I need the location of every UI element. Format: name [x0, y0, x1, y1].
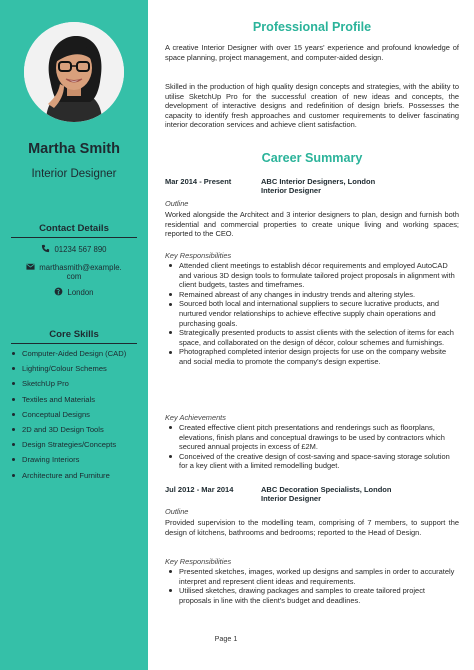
globe-icon — [54, 287, 63, 296]
list-item: Attended client meetings to establish décor requirements and employed AutoCAD and various 3D design tools to formulate tailored project proposals in alignment with client budgets, tastes and timeframes. — [165, 261, 459, 290]
list-item: Created effective client pitch presentations and renderings such as floorplans, elevations, finish plans and conceptual drawings to be used by contractors which secured annual projects in excess of £2M. — [165, 423, 459, 452]
skills-divider — [11, 343, 137, 344]
skill-item: SketchUp Pro — [11, 379, 139, 389]
profile-paragraph-1: A creative Interior Designer with over 15 years' experience and profound knowledge of space planning, project management, and computer-aided design. — [165, 43, 459, 62]
skill-item: Lighting/Colour Schemes — [11, 364, 139, 374]
responsibilities-label: Key Responsibilities — [165, 251, 232, 260]
skill-item: Design Strategies/Concepts — [11, 440, 139, 450]
skill-item: Textiles and Materials — [11, 395, 139, 405]
list-item: Conceived of the creative design of cost-saving and space-saving storage solution for a key client with a limited remodelling budget. — [165, 452, 459, 471]
profile-heading: Professional Profile — [252, 20, 372, 34]
outline-label: Outline — [165, 199, 189, 208]
profile-photo — [24, 22, 124, 122]
list-item: Remained abreast of any changes in industry trends and altering styles. — [165, 290, 459, 300]
contact-divider — [11, 237, 137, 238]
responsibilities-label: Key Responsibilities — [165, 557, 232, 566]
email-text-line1: marthasmith@example. — [39, 263, 122, 272]
email-text-line2: com — [66, 272, 82, 281]
candidate-name: Martha Smith — [28, 141, 120, 157]
contact-heading: Contact Details — [39, 223, 109, 234]
list-item: Utilised sketches, drawing packages and samples to create tailored project proposals in line with the client's budget and deadlines. — [165, 586, 459, 605]
page-number: Page 1 — [214, 634, 238, 643]
achievements-label: Key Achievements — [165, 413, 226, 422]
job-outline: Worked alongside the Architect and 3 interior designers to plan, design and furnish both residential and commercial properties to create unique living and working spaces; reported to the CEO. — [165, 210, 459, 239]
outline-label: Outline — [165, 507, 189, 516]
skills-list — [11, 349, 139, 486]
phone-text: 01234 567 890 — [54, 245, 107, 254]
job-company: ABC Interior Designers, London — [261, 177, 376, 186]
skills-heading: Core Skills — [49, 329, 99, 340]
skill-item: Conceptual Designs — [11, 410, 139, 420]
list-item: Strategically presented products to assist clients with the selection of items for each space, and collaborated on the design of décor, colour schemes and furnishings. — [165, 328, 459, 347]
candidate-role: Interior Designer — [31, 168, 117, 180]
location-text: London — [67, 288, 94, 297]
job-company: ABC Decoration Specialists, London — [261, 485, 392, 494]
career-heading: Career Summary — [261, 151, 363, 165]
list-item: Photographed completed interior design projects for use on the company website and social media to promote the company's design expertise. — [165, 347, 459, 366]
skill-item: Computer-Aided Design (CAD) — [11, 349, 139, 359]
responsibilities-list — [165, 261, 459, 367]
job-date: Jul 2012 - Mar 2014 — [165, 485, 234, 494]
job-title: Interior Designer — [261, 494, 322, 503]
profile-paragraph-2: Skilled in the production of high quality design concepts and strategies, with the ability to utilise SketchUp Pro for the successful creation of new ideas and concepts, the development of interactive designs and redefinition of design briefs. Possesses the capacity to identify fresh approaches and customer requirements to deliver fascinating interior decoration services and achieve client satisfaction. — [165, 82, 459, 130]
achievements-list — [165, 423, 459, 471]
location-row — [0, 287, 148, 298]
avatar-illustration — [24, 22, 124, 122]
list-item: Sourced both local and international suppliers to secure lucrative products, and nurtured vendor relationships to achieve effective supply chain operations and purchasing goals. — [165, 299, 459, 328]
envelope-icon — [26, 262, 35, 271]
email-row-cont — [0, 272, 148, 282]
job-title: Interior Designer — [261, 186, 322, 195]
sidebar — [0, 0, 148, 670]
phone-row — [0, 244, 148, 255]
list-item: Presented sketches, images, worked up designs and samples in order to accurately interpret and represent client ideas and requirements. — [165, 567, 459, 586]
responsibilities-list — [165, 567, 459, 605]
job-date: Mar 2014 - Present — [165, 177, 232, 186]
skill-item: Architecture and Furniture — [11, 471, 139, 481]
skill-item: Drawing Interiors — [11, 455, 139, 465]
job-outline: Provided supervision to the modelling team, comprising of 7 members, to support the design of kitchens, bathrooms and bedrooms; reported to the Head of Design. — [165, 518, 459, 537]
phone-icon — [41, 244, 50, 253]
skill-item: 2D and 3D Design Tools — [11, 425, 139, 435]
main-content — [165, 0, 459, 670]
